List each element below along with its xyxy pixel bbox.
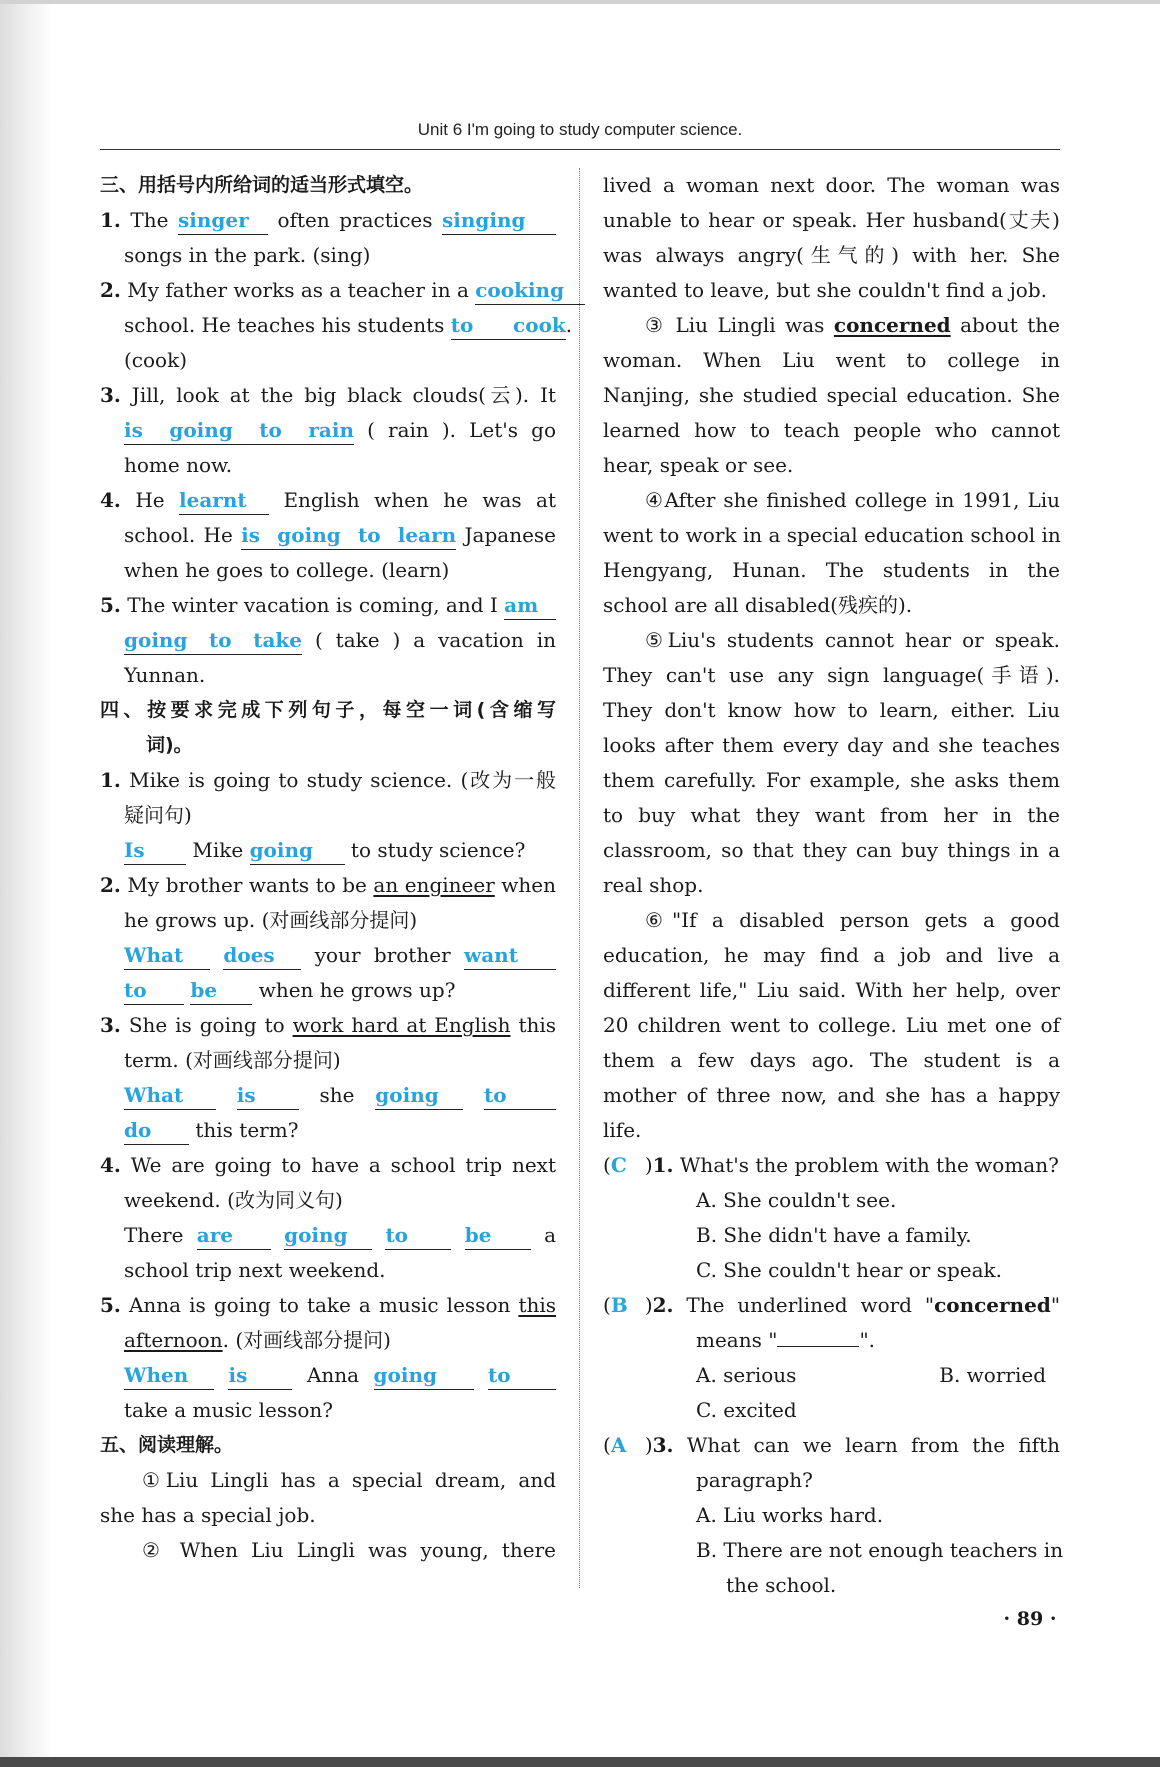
s4-q2-answer3: want — [464, 943, 556, 970]
s3-q5-answer1a: am — [504, 593, 556, 620]
question-1-stem: (C )1. What's the problem with the woman? — [603, 1148, 1060, 1183]
header-rule — [100, 149, 1060, 150]
s4-q4-answer4: be — [465, 1223, 531, 1250]
s4-q3-answer3: going — [375, 1083, 463, 1110]
s4-q2-line1: 2. My brother wants to be an engineer when — [100, 873, 556, 897]
s3-q5-answer1b: going to take — [124, 628, 302, 655]
s4-q2-underlined: an engineer — [373, 873, 495, 897]
passage-p5-line5: them carefully. For example, she asks them — [603, 768, 1060, 792]
underlined-word-concerned: concerned — [833, 313, 951, 337]
passage-p5-line3: They don't know how to learn, either. Liu — [603, 698, 1060, 722]
passage-p3-line3: Nanjing, she studied special education. She — [603, 383, 1060, 407]
passage-p6-line5: them a few days ago. The student is a — [603, 1048, 1060, 1072]
running-header: Unit 6 I'm going to study computer science. — [417, 120, 743, 139]
s4-q2-answer5: be — [190, 978, 252, 1005]
passage-p6-line3: different life," Liu said. With her help, over — [603, 978, 1060, 1002]
question-2-blank — [777, 1324, 859, 1347]
s4-q5-answer1: When — [124, 1363, 214, 1390]
passage-p6-line2: education, he may find a job and live a — [603, 943, 1060, 967]
passage-p4-line2: went to work in a special education school in — [603, 523, 1061, 547]
s4-q1-answer2: going — [250, 838, 345, 865]
passage-p2-line3: unable to hear or speak. Her husband(丈夫) — [603, 208, 1060, 232]
passage-p3-line2: woman. When Liu went to college in — [603, 348, 1060, 372]
passage-p2-line4: was always angry(生气的) with her. She — [603, 243, 1060, 267]
s3-q5-line2: going to take ( take ) a vacation in — [100, 623, 556, 658]
s3-q2-line3: (cook) — [124, 348, 188, 372]
s4-q4-line4: school trip next weekend. — [124, 1258, 386, 1282]
s4-q5-line4: take a music lesson? — [124, 1398, 334, 1422]
s4-q3-line3: What is she going to — [100, 1078, 556, 1113]
s4-q1-line2: 疑问句) — [124, 803, 192, 827]
bottom-border — [0, 1757, 1160, 1767]
s4-q5-answer2: is — [228, 1363, 292, 1390]
passage-p5-line6: to buy what they want from her in the — [603, 803, 1060, 827]
s4-q3-answer5: do — [124, 1118, 189, 1145]
question-3-stem: (A )3. What can we learn from the fifth — [603, 1428, 1060, 1463]
passage-p5-line1: ⑤Liu's students cannot hear or speak. — [645, 628, 1060, 652]
s4-q5-answer3: going — [374, 1363, 474, 1390]
question-2-option-c: C. excited — [696, 1398, 797, 1422]
s4-q4-answer1: are — [197, 1223, 271, 1250]
passage-p6-line1: ⑥"If a disabled person gets a good — [645, 908, 1060, 932]
question-2-options-ab — [603, 1358, 1060, 1393]
s4-q5-underlined-b: afternoon — [124, 1328, 223, 1352]
s4-q1-answer1: Is — [124, 838, 186, 865]
s4-q3-answer2: is — [237, 1083, 299, 1110]
s3-q2-answer2: to cook — [451, 313, 566, 340]
s3-q4-line3: when he goes to college. (learn) — [124, 558, 450, 582]
passage-p6-line4: 20 children went to college. Liu met one of — [603, 1013, 1060, 1037]
s4-q3-answer4: to — [484, 1083, 556, 1110]
question-2-answer: B — [610, 1293, 628, 1317]
s3-q3-line1: 3. Jill, look at the big black clouds(云). It — [100, 383, 557, 407]
s3-q4-answer2: is going to learn — [241, 523, 456, 550]
passage-p4-line1: ④After she finished college in 1991, Liu — [645, 488, 1060, 512]
s4-q5-answer4: to — [488, 1363, 556, 1390]
s4-q2-line3: What does your brother want — [100, 938, 556, 973]
s4-q3-line4: do this term? — [100, 1113, 556, 1148]
question-1-option-c: C. She couldn't hear or speak. — [696, 1258, 1002, 1282]
s3-q2-answer1: cooking — [475, 278, 585, 305]
s4-q5-line1: 5. Anna is going to take a music lesson this — [100, 1293, 557, 1317]
s3-q4-line2: school. He is going to learn Japanese — [100, 518, 556, 553]
question-3-option-b-cont: the school. — [726, 1573, 837, 1597]
passage-p5-line7: classroom, so that they can buy things in a — [603, 838, 1060, 862]
s4-q2-answer4: to — [124, 978, 184, 1005]
section-4-title: 四、按要求完成下列句子，每空一词(含缩写 — [100, 699, 556, 721]
s3-q3-answer1: is going to rain — [124, 418, 354, 445]
s3-q3-line2: is going to rain ( rain ). Let's go — [100, 413, 556, 448]
column-divider — [579, 168, 580, 1588]
passage-p5-line4: looks after them every day and she teaches — [603, 733, 1060, 757]
section-4-title-cont: 词)。 — [146, 734, 193, 756]
passage-p1-line1: ①Liu Lingli has a special dream, and — [142, 1468, 556, 1492]
passage-p5-line8: real shop. — [603, 873, 704, 897]
s4-q4-line1: 4. We are going to have a school trip next — [100, 1153, 557, 1177]
s3-q5-line3: Yunnan. — [124, 663, 206, 687]
question-2-option-b: B. worried — [939, 1363, 1046, 1387]
passage-p3-line5: hear, speak or see. — [603, 453, 794, 477]
passage-p2-line5: wanted to leave, but she couldn't find a job. — [603, 278, 1047, 302]
s4-q1-line1: 1. Mike is going to study science. (改为一般 — [100, 768, 557, 792]
section-3-title: 三、用括号内所给词的适当形式填空。 — [100, 174, 424, 196]
question-1-answer: C — [610, 1153, 627, 1177]
s4-q1-line3: Is Mike going to study science? — [100, 833, 556, 868]
question-2-stem: (B )2. The underlined word "concerned" — [603, 1288, 1060, 1323]
passage-p6-line6: mother of three now, and she has a happy — [603, 1083, 1060, 1107]
passage-p5-line2: They can't use any sign language(手语). — [603, 663, 1060, 687]
question-2-option-a: A. serious — [696, 1363, 797, 1387]
question-3-option-a: A. Liu works hard. — [696, 1503, 884, 1527]
s4-q3-line1: 3. She is going to work hard at English this — [100, 1013, 557, 1037]
s3-q2-line2: school. He teaches his students to cook. — [100, 308, 556, 343]
s3-q1-answer2: singing — [442, 208, 556, 235]
passage-p6-line7: life. — [603, 1118, 642, 1142]
s3-q5-line1: 5. The winter vacation is coming, and I am — [100, 588, 556, 623]
passage-p4-line4: school are all disabled(残疾的). — [603, 593, 913, 617]
s3-q2-line1: 2. My father works as a teacher in a cooking — [100, 273, 556, 308]
s4-q3-answer1: What — [124, 1083, 216, 1110]
top-border — [0, 0, 1160, 4]
passage-p2-line1: ② When Liu Lingli was young, there — [142, 1538, 556, 1562]
s4-q4-answer2: going — [284, 1223, 372, 1250]
question-2-stem-cont: means " ". — [603, 1323, 1060, 1358]
question-3-stem-cont: paragraph? — [696, 1468, 813, 1492]
passage-p3-line4: learned how to teach people who cannot — [603, 418, 1060, 442]
question-3-option-b: B. There are not enough teachers in — [696, 1538, 1064, 1562]
right-column — [603, 168, 1064, 1603]
s3-q4-line1: 4. He learnt English when he was at — [100, 483, 556, 518]
section-5-title: 五、阅读理解。 — [100, 1434, 234, 1456]
s3-q1-line1: 1. The singer often practices singing — [100, 203, 556, 238]
s4-q3-underlined: work hard at English — [292, 1013, 511, 1037]
s4-q2-answer1: What — [124, 943, 210, 970]
s4-q4-line3: There are going to be a — [100, 1218, 556, 1253]
s4-q5-underlined-a: this — [518, 1293, 557, 1317]
question-3-answer: A — [610, 1433, 627, 1457]
s3-q1-answer1: singer — [178, 208, 268, 235]
question-1-option-b: B. She didn't have a family. — [696, 1223, 972, 1247]
s4-q5-line2: afternoon. (对画线部分提问) — [124, 1328, 391, 1352]
s4-q2-line4: to be when he grows up? — [100, 973, 556, 1008]
s4-q4-line2: weekend. (改为同义句) — [124, 1188, 343, 1212]
s4-q2-answer2: does — [223, 943, 301, 970]
s3-q4-answer1: learnt — [179, 488, 269, 515]
s3-q1-line2: songs in the park. (sing) — [124, 243, 371, 267]
question-1-option-a: A. She couldn't see. — [696, 1188, 897, 1212]
left-column — [100, 168, 573, 1568]
passage-p1-line2: she has a special job. — [100, 1503, 316, 1527]
passage-p3-line1: ③ Liu Lingli was concerned about the — [645, 313, 1061, 337]
passage-p2-line2: lived a woman next door. The woman was — [603, 173, 1060, 197]
s4-q4-answer3: to — [385, 1223, 451, 1250]
s4-q5-line3: When is Anna going to — [100, 1358, 556, 1393]
page-spine-shadow — [0, 4, 52, 1757]
passage-p4-line3: Hengyang, Hunan. The students in the — [603, 558, 1060, 582]
s4-q3-line2: term. (对画线部分提问) — [124, 1048, 341, 1072]
s3-q3-line3: home now. — [124, 453, 233, 477]
s4-q2-line2: he grows up. (对画线部分提问) — [124, 908, 418, 932]
page-number: · 89 · — [1003, 1608, 1057, 1630]
